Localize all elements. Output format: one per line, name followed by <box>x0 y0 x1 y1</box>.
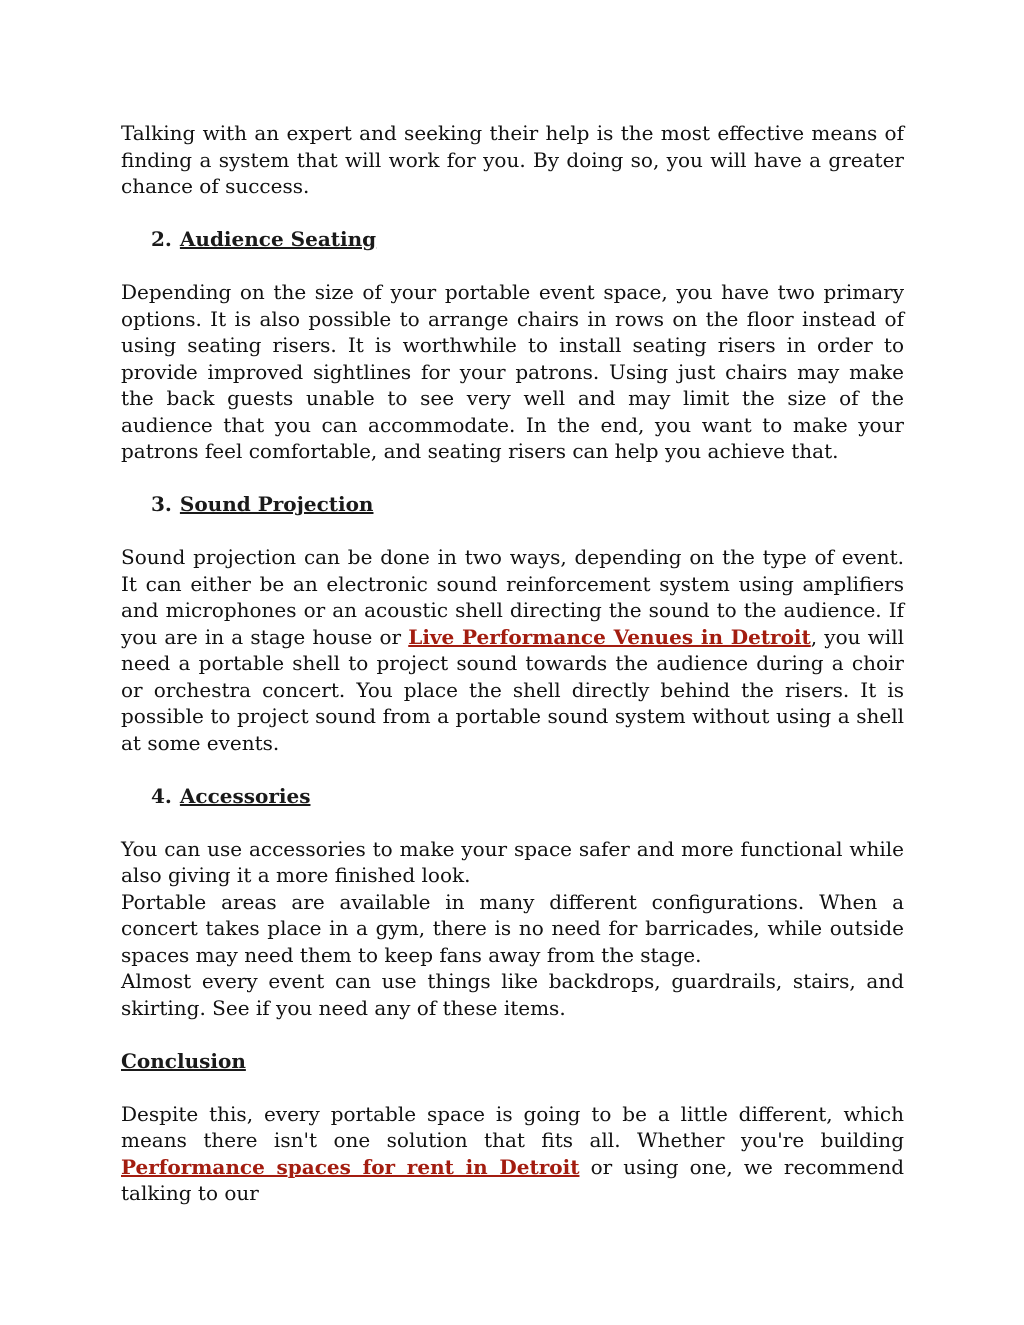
section-title: Accessories <box>179 783 311 808</box>
accessories-paragraph-1: You can use accessories to make your space safer and more functional while also giving it a more finished look. <box>121 836 904 887</box>
paragraph-text: Sound projection can be done in two ways, depending on the type of event. It can either be an electronic sound reinforcement system using amplifiers and microphones or an acoustic shell directing the sound to the audience. If you are in a stage house or <box>121 545 904 649</box>
sound-projection-paragraph <box>121 544 904 756</box>
accessories-paragraph-2: Portable areas are available in many different configurations. When a concert takes place in a gym, there is no need for barricades, while outside spaces may need them to keep fans away from the stage. <box>121 889 904 967</box>
paragraph-text: Despite this, every portable space is going to be a little different, which means there isn't one solution that fits all. Whether you're building <box>121 1101 904 1152</box>
performance-spaces-link[interactable]: Performance spaces for rent in Detroit <box>121 1154 580 1179</box>
section-number: 3. <box>151 492 172 516</box>
section-number: 2. <box>151 227 172 251</box>
section-heading-accessories <box>121 783 904 810</box>
conclusion-paragraph <box>121 1101 904 1207</box>
intro-paragraph: Talking with an expert and seeking their help is the most effective means of finding a system that will work for you. By doing so, you will have a greater chance of success. <box>121 121 904 198</box>
paragraph-text: , you will need a portable shell to project sound towards the audience during a choir or orchestra concert. You place the shell directly behind the risers. It is possible to project sound from a portable sound system without using a shell at some events. <box>121 624 904 755</box>
conclusion-heading <box>121 1048 904 1075</box>
conclusion-title: Conclusion <box>121 1048 246 1073</box>
paragraph-text: or using one, we recommend talking to our <box>121 1154 904 1205</box>
section-title: Audience Seating <box>179 227 377 251</box>
audience-seating-paragraph: Depending on the size of your portable event space, you have two primary options. It is also possible to arrange chairs in rows on the floor instead of using seating risers. It is worthwhile to install seating risers in order to provide improved sightlines for your patrons. Using just chairs may make the back guests unable to see very well and may limit the size of the audience that you can accommodate. In the end, you want to make your patrons feel comfortable, and seating risers can help you achieve that. <box>121 280 904 463</box>
section-title: Sound Projection <box>179 492 374 516</box>
live-performance-venues-link[interactable]: Live Performance Venues in Detroit <box>408 624 811 649</box>
section-number: 4. <box>151 783 172 808</box>
section-heading-sound-projection <box>121 491 904 518</box>
accessories-paragraph-3: Almost every event can use things like backdrops, guardrails, stairs, and skirting. See if you need any of these items. <box>121 969 904 1020</box>
document-page <box>121 120 904 1207</box>
section-heading-audience-seating <box>121 226 904 253</box>
